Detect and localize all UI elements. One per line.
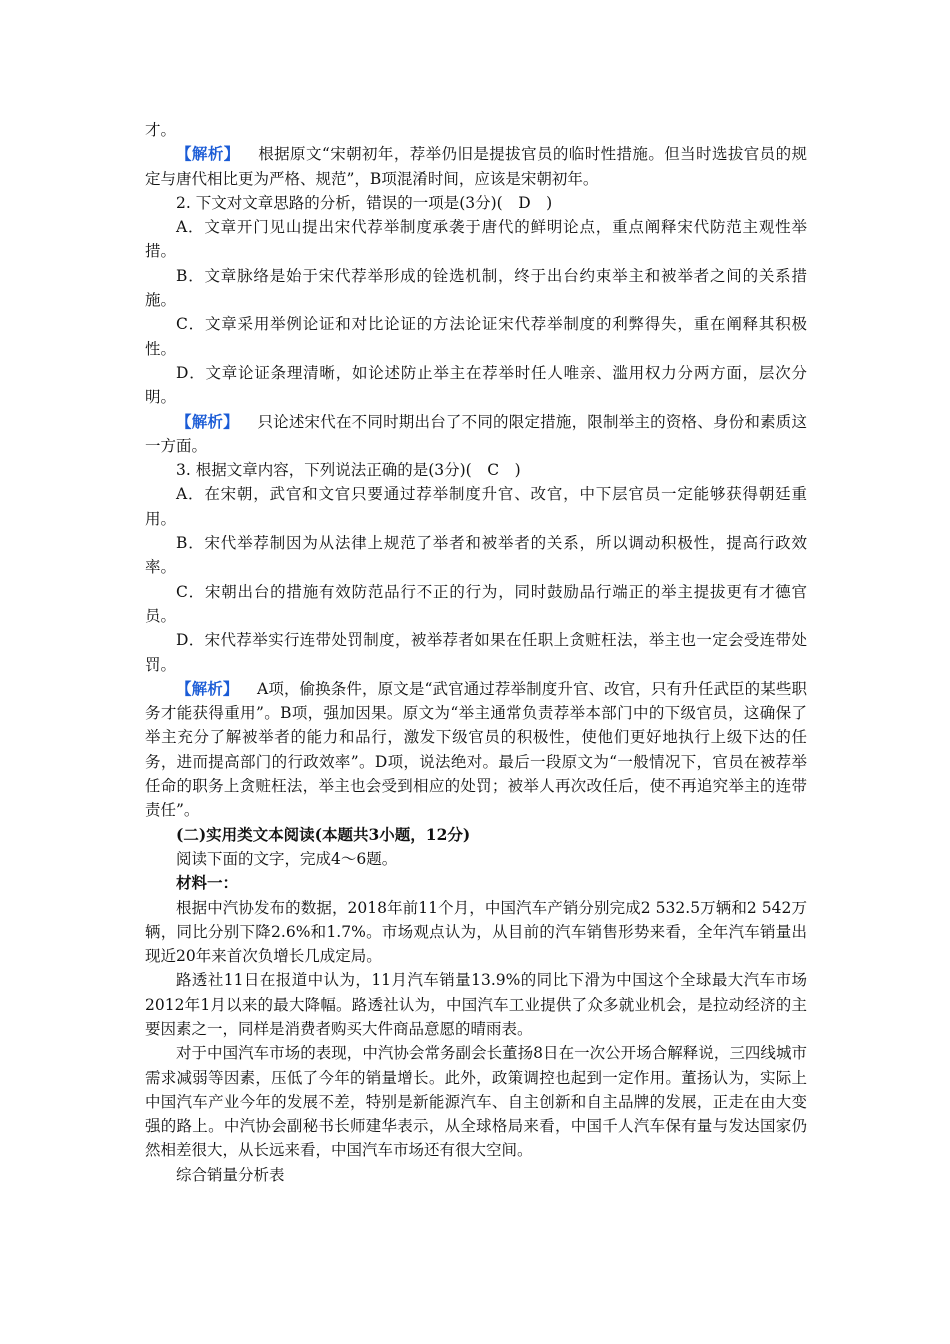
analysis-tag: 【解析】 xyxy=(176,144,240,164)
analysis-2 xyxy=(145,410,807,459)
option-3a: A．在宋朝，武官和文官只要通过荐举制度升官、改官，中下层官员一定能够获得朝廷重用。 xyxy=(145,485,807,528)
document-page xyxy=(145,118,807,1187)
analysis-text: A项，偷换条件，原文是“武官通过荐举制度升官、改官，只有升任武臣的某些职务才能获得重用”。B项，强加因果。原文为“举主通常负责荐举本部门中的下级官员，这确保了举主充分了解被举者的能力和品行，激发下级官员的积极性，使他们更好地执行上级下达的任务，进而提高部门的行政效率”。D项，说法绝对。最后一段原文为“一般情况下，官员在被荐举任命的职务上贪赃枉法，举主也会受到相应的处罚；被举人再次改任后，使不再追究举主的连带责任”。 xyxy=(145,679,807,820)
option-2a: A．文章开门见山提出宋代荐举制度承袭于唐代的鲜明论点，重点阐释宋代防范主观性举措。 xyxy=(145,218,807,261)
option-3d: D．宋代荐举实行连带处罚制度，被举荐者如果在任职上贪赃枉法，举主也一定会受连带处罚。 xyxy=(145,631,807,674)
option-3c: C．宋朝出台的措施有效防范品行不正的行为，同时鼓励品行端正的举主提拔更有才德官员。 xyxy=(145,582,807,625)
question-3: 3. 根据文章内容，下列说法正确的是(3分)( C ) xyxy=(176,461,521,480)
table-title: 综合销量分析表 xyxy=(176,1165,285,1184)
analysis-3 xyxy=(145,677,807,823)
option-2c: C．文章采用举例论证和对比论证的方法论证宋代荐举制度的利弊得失，重在阐释其积极性。 xyxy=(145,315,807,358)
material-label: 材料一： xyxy=(176,873,239,893)
question-2: 2. 下文对文章思路的分析，错误的一项是(3分)( D ) xyxy=(176,193,553,212)
analysis-text: 根据原文“宋朝初年，荐举仍旧是提拔官员的临时性措施。但当时选拔官员的规定与唐代相比更为严格、规范”，B项混淆时间，应该是宋朝初年。 xyxy=(145,145,807,188)
analysis-text: 只论述宋代在不同时期出台了不同的限定措施，限制举主的资格、身份和素质这一方面。 xyxy=(145,412,807,455)
material-paragraph-3: 对于中国汽车市场的表现，中汽协会常务副会长董扬8日在一次公开场合解释说，三四线城市需求减弱等因素，压低了今年的销量增长。此外，政策调控也起到一定作用。董扬认为，实际上中国汽车产业今年的发展不差，特别是新能源汽车、自主创新和自主品牌的发展，正走在由大变强的路上。中汽协会副秘书长师建华表示，从全球格局来看，中国千人汽车保有量与发达国家仍然相差很大，从长远来看，中国汽车市场还有很大空间。 xyxy=(145,1044,807,1160)
text: 才。 xyxy=(145,121,177,139)
option-2b: B．文章脉络是始于宋代荐举形成的铨选机制，终于出台约束举主和被举者之间的关系措施。 xyxy=(145,266,807,310)
analysis-tag: 【解析】 xyxy=(176,411,239,431)
material-paragraph-1: 根据中汽协发布的数据，2018年前11个月，中国汽车产销分别完成2 532.5万辆和2 542万辆，同比分别下降2.6%和1.7%。市场观点认为，从目前的汽车销售形势来看，全年汽车销量出现近20年来首次负增长几成定局。 xyxy=(145,898,807,966)
paragraph-continuation xyxy=(145,118,807,142)
option-3b: B．宋代举荐制因为从法律上规范了举者和被举者的关系，所以调动积极性，提高行政效率。 xyxy=(145,534,807,577)
material-paragraph-2: 路透社11日在报道中认为，11月汽车销量13.9%的同比下滑为中国这个全球最大汽车市场2012年1月以来的最大降幅。路透社认为，中国汽车工业提供了众多就业机会，是拉动经济的主要因素之一，同样是消费者购买大件商品意愿的晴雨表。 xyxy=(145,971,807,1038)
analysis-1 xyxy=(145,142,807,191)
instruction: 阅读下面的文字，完成4～6题。 xyxy=(176,849,398,868)
option-2d: D．文章论证条理清晰，如论述防止举主在荐举时任人唯亲、滥用权力分两方面，层次分明。 xyxy=(145,363,807,407)
analysis-tag: 【解析】 xyxy=(176,678,239,698)
section-heading: (二)实用类文本阅读(本题共3小题，12分) xyxy=(176,824,471,844)
